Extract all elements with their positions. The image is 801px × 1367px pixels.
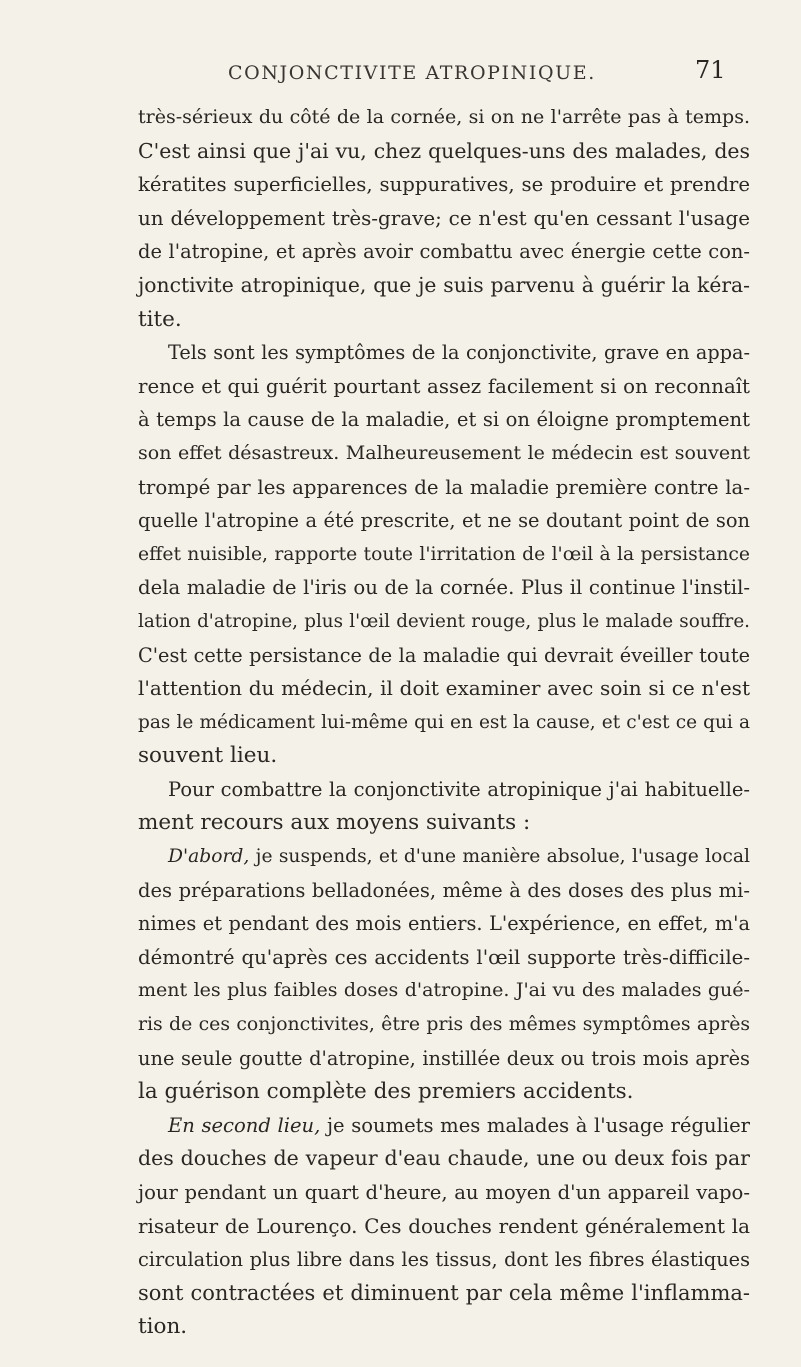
text-line: dela maladie de l'iris ou de la cornée. Plus il continue l'instil- xyxy=(138,576,750,600)
page-number: 71 xyxy=(695,56,726,84)
text-line: à temps la cause de la maladie, et si on éloigne promptement xyxy=(138,408,750,432)
text-line: kératites superficielles, suppuratives, se produire et prendre xyxy=(138,173,750,197)
text-line: une seule goutte d'atropine, instillée deux ou trois mois après xyxy=(138,1046,750,1070)
text-line: ris de ces conjonctivites, être pris des mêmes symptômes après xyxy=(138,1014,750,1036)
text-line: trompé par les apparences de la maladie première contre la- xyxy=(138,475,750,499)
text-line: D'abord, je suspends, et d'une manière absolue, l'usage local xyxy=(168,846,750,868)
page-header xyxy=(0,56,801,92)
body-text xyxy=(138,101,750,1344)
text-line: tion. xyxy=(138,1314,188,1340)
text-line: ment les plus faibles doses d'atropine. J'ai vu des malades gué- xyxy=(138,979,750,1002)
text-line: jonctivite atropinique, que je suis parvenu à guérir la kéra- xyxy=(138,272,750,297)
text-line: sont contractées et diminuent par cela même l'inflamma- xyxy=(138,1280,750,1305)
running-title: CONJONCTIVITE ATROPINIQUE. xyxy=(228,62,596,84)
text-line: des préparations belladonées, même à des doses des plus mi- xyxy=(138,878,750,902)
text-line: quelle l'atropine a été prescrite, et ne se doutant point de son xyxy=(138,509,750,533)
text-line: tite. xyxy=(138,306,182,332)
text-line: C'est ainsi que j'ai vu, chez quelques-uns des malades, des xyxy=(138,138,750,163)
text-line: Tels sont les symptômes de la conjonctivite, grave en appa- xyxy=(168,341,750,365)
text-line: En second lieu, je soumets mes malades à l'usage régulier xyxy=(168,1113,750,1137)
text-line: son effet désastreux. Malheureusement le médecin est souvent xyxy=(138,441,750,464)
text-line: démontré qu'après ces accidents l'œil supporte très-difficile- xyxy=(138,945,750,969)
text-line: ment recours aux moyens suivants : xyxy=(138,810,531,836)
text-line: risateur de Lourenço. Ces douches rendent généralement la xyxy=(138,1214,750,1238)
text-line: la guérison complète des premiers accidents. xyxy=(138,1079,634,1105)
text-line: lation d'atropine, plus l'œil devient rouge, plus le malade souffre. xyxy=(138,610,750,632)
text-line: jour pendant un quart d'heure, au moyen d'un appareil vapo- xyxy=(138,1181,750,1204)
text-line: effet nuisible, rapporte toute l'irritation de l'œil à la persistance xyxy=(138,543,750,565)
text-line: circulation plus libre dans les tissus, dont les fibres élastiques xyxy=(138,1248,750,1272)
text-line: l'attention du médecin, il doit examiner avec soin si ce n'est xyxy=(138,676,750,701)
text-line: un développement très-grave; ce n'est qu'en cessant l'usage xyxy=(138,206,750,230)
text-line: des douches de vapeur d'eau chaude, une ou deux fois par xyxy=(138,1146,750,1171)
italic-lead: En second lieu, xyxy=(168,1113,321,1137)
italic-lead: D'abord, xyxy=(168,846,250,868)
text-line: C'est cette persistance de la maladie qui devrait éveiller toute xyxy=(138,643,750,667)
text-line: Pour combattre la conjonctivite atropinique j'ai habituelle- xyxy=(168,777,750,801)
text-line: très-sérieux du côté de la cornée, si on ne l'arrête pas à temps. xyxy=(138,106,750,128)
text-line: rence et qui guérit pourtant assez facilement si on reconnaît xyxy=(138,374,750,398)
text-line: souvent lieu. xyxy=(138,743,278,769)
text-line: pas le médicament lui-même qui en est la cause, et c'est ce qui a xyxy=(138,711,750,733)
text-line: de l'atropine, et après avoir combattu avec énergie cette con- xyxy=(138,240,750,264)
text-line: nimes et pendant des mois entiers. L'expérience, en effet, m'a xyxy=(138,912,750,936)
